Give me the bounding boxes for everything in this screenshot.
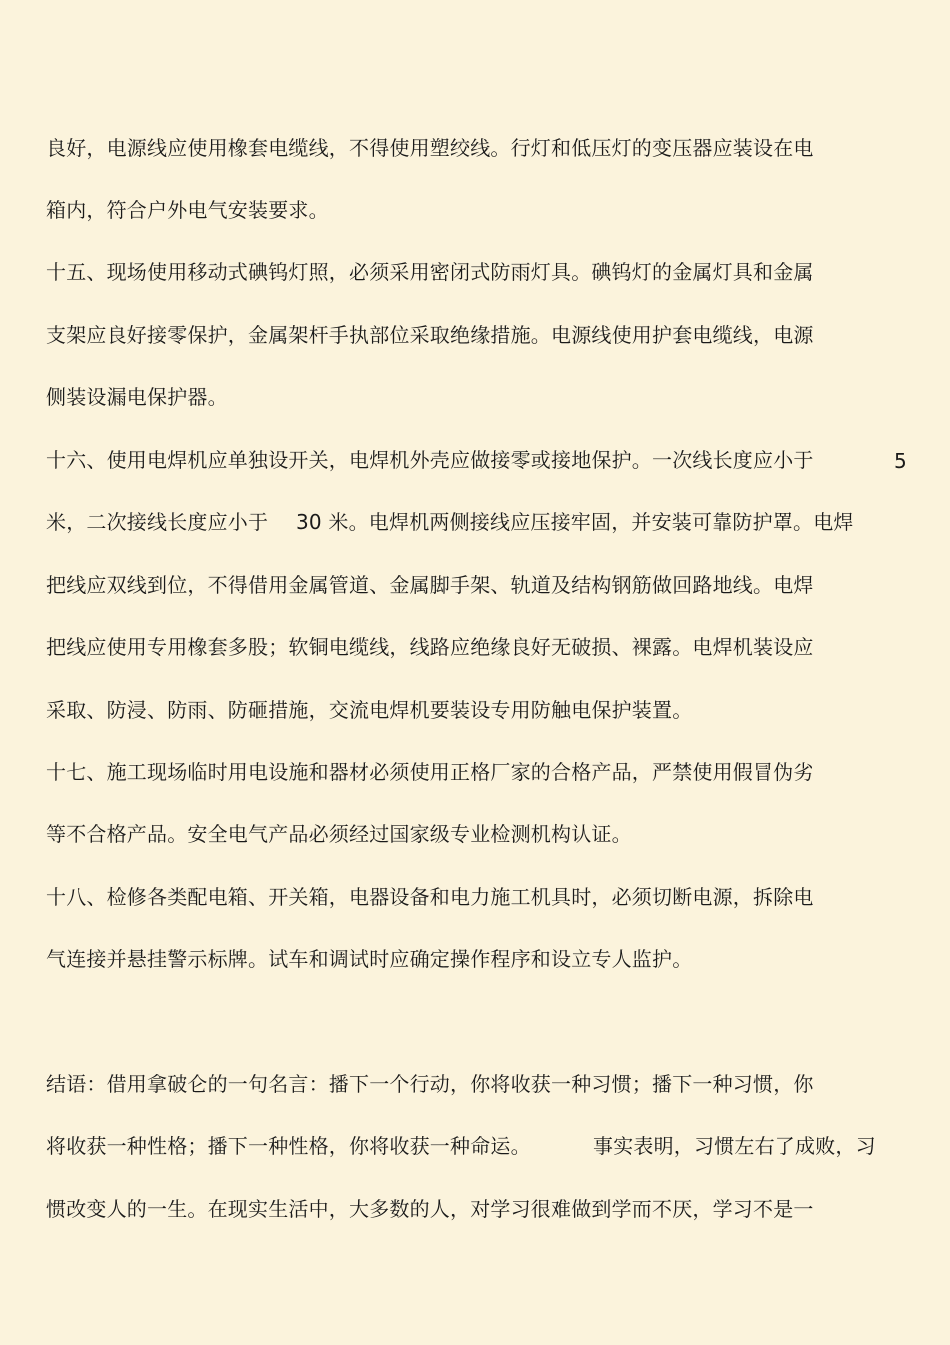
text-line-content: 等不合格产品。安全电气产品必须经过国家级专业检测机构认证。 bbox=[46, 822, 632, 846]
text-line bbox=[46, 573, 814, 597]
text-line bbox=[46, 760, 814, 784]
text-line bbox=[46, 1134, 531, 1158]
text-line bbox=[46, 698, 692, 722]
text-line-content: 十六、使用电焊机应单独设开关，电焊机外壳应做接零或接地保护。一次线长度应小于 bbox=[46, 448, 814, 472]
text-line bbox=[46, 136, 814, 160]
text-line bbox=[46, 1197, 814, 1221]
text-line-content: 十八、检修各类配电箱、开关箱，电器设备和电力施工机具时，必须切断电源，拆除电 bbox=[46, 885, 814, 909]
text-line bbox=[46, 885, 814, 909]
text-line-content: 把线应使用专用橡套多股；软铜电缆线，线路应绝缘良好无破损、裸露。电焊机装设应 bbox=[46, 635, 814, 659]
text-line-content: 结语：借用拿破仑的一句名言：播下一个行动，你将收获一种习惯；播下一种习惯，你 bbox=[46, 1072, 814, 1096]
text-line-content: 米，二次接线长度应小于 bbox=[46, 510, 269, 534]
text-line bbox=[46, 1072, 814, 1096]
text-line-continuation bbox=[296, 510, 854, 534]
text-line bbox=[46, 947, 692, 971]
text-line-content: 将收获一种性格；播下一种性格，你将收获一种命运。 bbox=[46, 1134, 531, 1158]
text-line bbox=[46, 385, 228, 409]
text-line bbox=[46, 510, 268, 534]
text-line-content: 气连接并悬挂警示标牌。试车和调试时应确定操作程序和设立专人监护。 bbox=[46, 947, 693, 971]
text-line bbox=[46, 323, 814, 347]
text-line-content: 十七、施工现场临时用电设施和器材必须使用正格厂家的合格产品，严禁使用假冒伪劣 bbox=[46, 760, 814, 784]
text-line-content: 事实表明，习惯左右了成败，习 bbox=[593, 1134, 876, 1158]
text-line-content: 良好，电源线应使用橡套电缆线，不得使用塑绞线。行灯和低压灯的变压器应装设在电 bbox=[46, 136, 814, 160]
text-line-content: 十五、现场使用移动式碘钨灯照，必须采用密闭式防雨灯具。碘钨灯的金属灯具和金属 bbox=[46, 260, 814, 284]
text-line-content: 支架应良好接零保护，金属架杆手执部位采取绝缘措施。电源线使用护套电缆线，电源 bbox=[46, 323, 814, 347]
text-line-continuation bbox=[593, 1134, 876, 1158]
text-line-content: 采取、防浸、防雨、防砸措施，交流电焊机要装设专用防触电保护装置。 bbox=[46, 698, 693, 722]
text-line-content: 把线应双线到位，不得借用金属管道、金属脚手架、轨道及结构钢筋做回路地线。电焊 bbox=[46, 573, 814, 597]
text-line-content: 侧装设漏电保护器。 bbox=[46, 385, 228, 409]
text-line bbox=[46, 635, 814, 659]
text-line-content: 箱内，符合户外电气安装要求。 bbox=[46, 198, 329, 222]
text-line bbox=[46, 260, 814, 284]
text-line-content: 惯改变人的一生。在现实生活中，大多数的人，对学习很难做到学而不厌，学习不是一 bbox=[46, 1197, 814, 1221]
side-number: 5 bbox=[894, 449, 907, 473]
text-line-content: 30 米。电焊机两侧接线应压接牢固，并安装可靠防护罩。电焊 bbox=[296, 510, 854, 534]
text-line bbox=[46, 198, 329, 222]
text-line bbox=[46, 448, 814, 472]
text-line bbox=[46, 822, 632, 846]
